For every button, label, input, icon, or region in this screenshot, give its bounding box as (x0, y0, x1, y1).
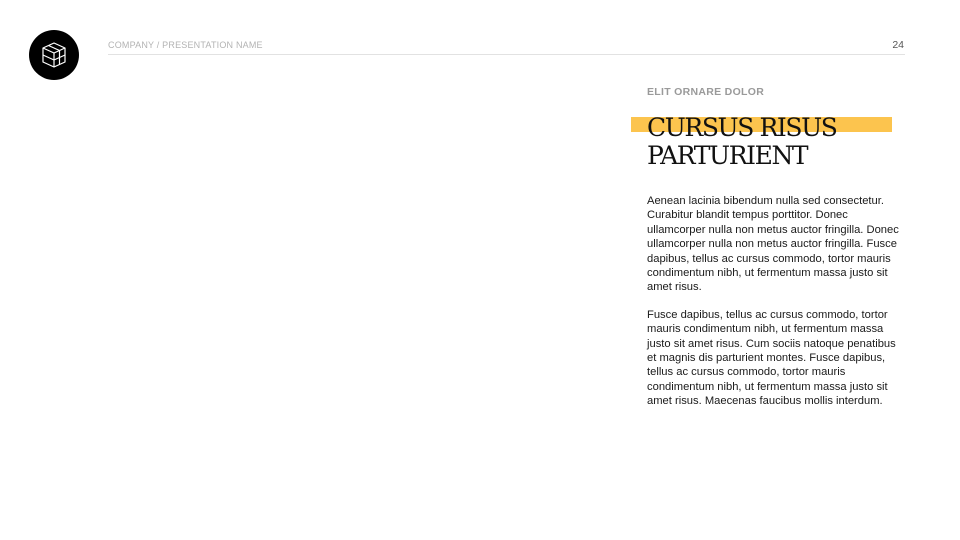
body-paragraph-1: Aenean lacinia bibendum nulla sed consectetur. Curabitur blandit tempus porttitor. Donec ullamcorper nulla non metus auctor fringilla. Donec ullamcorper nulla non metus auctor fringilla. Fusce dapibus, tellus ac cursus commodo, tortor mauris condimentum nibh, ut fermentum massa justo sit amet risus. (647, 195, 899, 294)
breadcrumb: COMPANY / PRESENTATION NAME (108, 40, 263, 50)
title-block (647, 104, 907, 170)
box-cube-icon (39, 40, 69, 70)
text-panel (647, 86, 907, 409)
company-logo (29, 30, 79, 80)
eyebrow-label: ELIT ORNARE DOLOR (647, 86, 765, 98)
body-paragraph-2: Fusce dapibus, tellus ac cursus commodo, tortor mauris condimentum nibh, ut fermentum massa justo sit amet risus. Cum sociis natoque penatibus et magnis dis parturient montes. Fusce dapibus, tellus ac cursus commodo, tortor mauris condimentum nibh, ut fermentum massa justo sit amet risus. Maecenas faucibus mollis interdum. (647, 308, 896, 408)
page-number: 24 (892, 39, 904, 51)
header-divider (108, 54, 905, 55)
slide-title: CURSUS RISUS PARTURIENT (647, 113, 837, 170)
